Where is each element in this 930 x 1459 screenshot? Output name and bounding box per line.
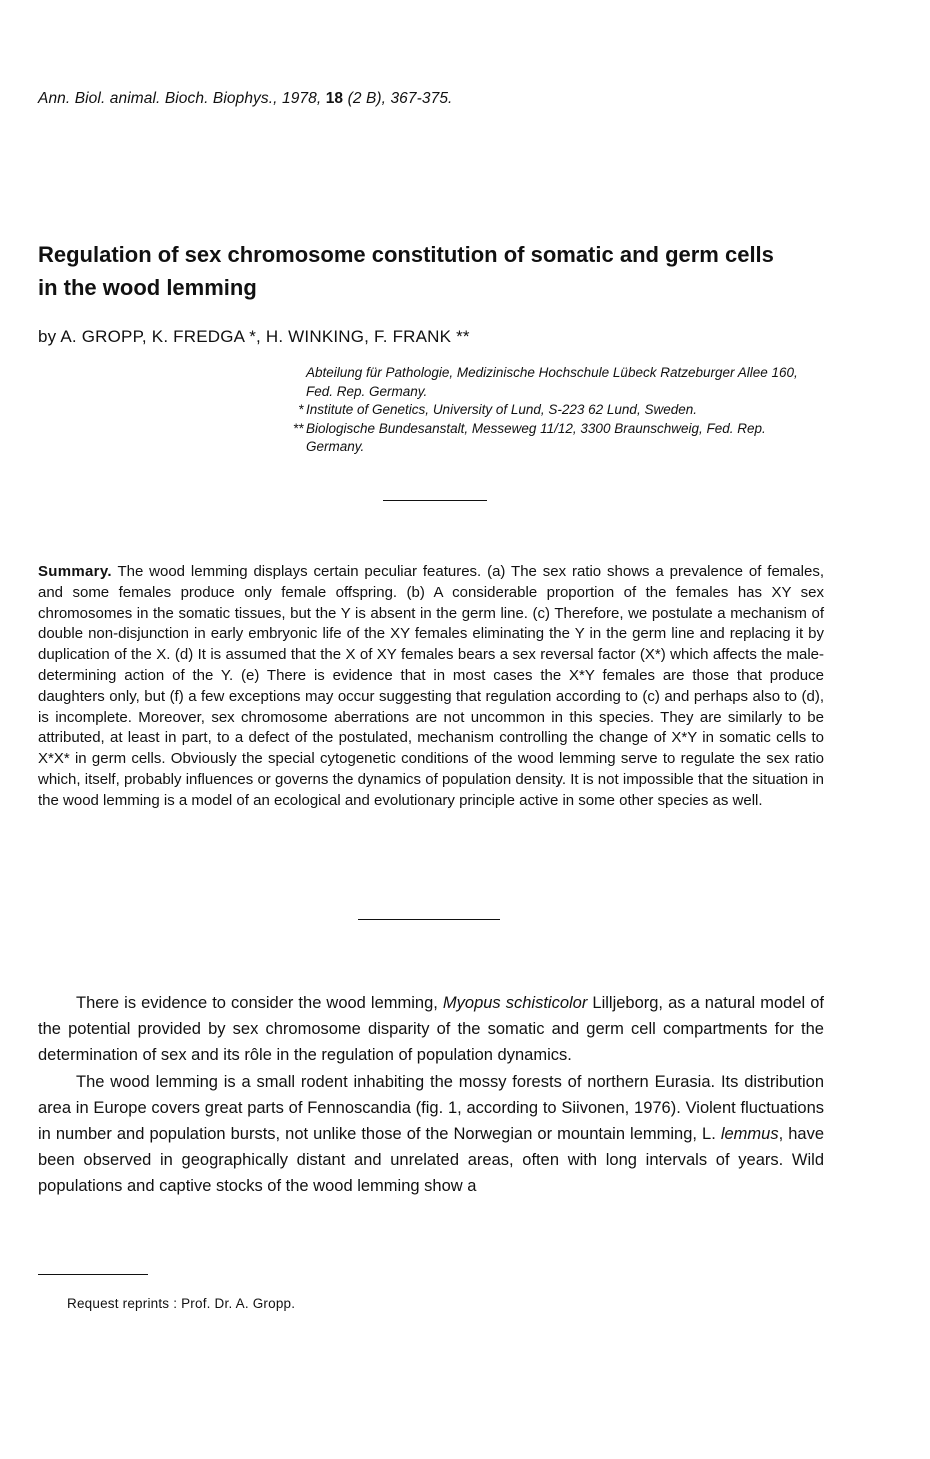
affiliation-mark xyxy=(266,364,306,401)
body-paragraph-1 xyxy=(38,990,824,1069)
divider-summary xyxy=(358,919,500,920)
species-name: Myopus schisticolor xyxy=(442,994,588,1012)
citation-journal: Ann. Biol. animal. Bioch. Biophys., 1978, xyxy=(38,90,322,107)
affiliation-1 xyxy=(266,364,826,401)
summary-label: Summary. xyxy=(38,563,112,580)
paper-title: Regulation of sex chromosome constitution of somatic and germ cells in the wood lemming xyxy=(38,242,774,300)
summary-text: The wood lemming displays certain peculiar features. (a) The sex ratio shows a prevalence of females, and some females produce only female offspring. (b) A considerable proportion of the females has XY sex chromosomes in the somatic tissues, but the Y is absent in the germ line. (c) Therefore, we postulate a mechanism of double non-disjunction in early embryonic life of the XY females eliminating the Y in the germ line and replacing it by duplication of the X. (d) It is assumed that the X of XY females bears a sex reversal factor (X*) which affects the male-determining action of the Y. (e) There is evidence that in most cases the X*Y females are those that produce daughters only, but (f) a few exceptions may occur suggesting that regulation according to (c) and perhaps also to (d), is incomplete. Moreover, sex chromosome aberrations are not uncommon in this species. They are similarly to be attributed, at least in part, to a defect of the postulated, mechanism controlling the change of X*Y in somatic cells to X*X* in germ cells. Obviously the special cytogenetic conditions of the wood lemming serve to regulate the sex ratio which, itself, probably influences or governs the dynamics of population density. It is not impossible that the situation in the wood lemming is a model of an ecological and evolutionary principle active in some other species as well. xyxy=(38,563,824,809)
affiliation-text: Biologische Bundesanstalt, Messeweg 11/12, 3300 Braunschweig, Fed. Rep. Germany. xyxy=(306,420,766,455)
author-list: by A. GROPP, K. FREDGA *, H. WINKING, F. FRANK ** xyxy=(38,327,470,346)
body-text xyxy=(38,990,824,1200)
species-name: lemmus xyxy=(720,1125,779,1144)
divider-header xyxy=(383,500,487,501)
footnote-rule xyxy=(38,1274,148,1275)
summary-abstract xyxy=(38,562,824,812)
affiliations xyxy=(266,364,826,457)
text-run: , have been observed in geographically distant and unrelated areas, often with long intervals of years. Wild populations and captive stocks of the wood lemming show a xyxy=(38,1125,824,1196)
text-run: The wood lemming is a small rodent inhabiting the mossy forests of northern Eurasia. Its distribution area in Europe covers great parts of Fennoscandia (fig. 1, according to Siivonen, 1976). Violent fluctuations in number and population bursts, not unlike those of the Norwegian or mountain lemming, L. xyxy=(38,1072,824,1144)
journal-citation xyxy=(38,90,452,108)
affiliation-mark: ** xyxy=(293,420,304,436)
affiliation-2 xyxy=(266,401,826,420)
text-run: Lilljeborg, as a natural model of the potential provided by sex chromosome disparity of the somatic and germ cell compartments for the determination of sex and its rôle in the regulation of population dynamics. xyxy=(38,994,825,1065)
citation-issue-pages: (2 B), 367-375. xyxy=(347,90,453,107)
footnote-reprints: Request reprints : Prof. Dr. A. Gropp. xyxy=(67,1296,296,1311)
affiliation-text: Institute of Genetics, University of Lund, S-223 62 Lund, Sweden. xyxy=(306,402,697,418)
citation-volume: 18 xyxy=(325,90,344,107)
body-paragraph-2 xyxy=(38,1069,824,1200)
text-run: There is evidence to consider the wood lemming, xyxy=(76,994,443,1012)
affiliation-mark: * xyxy=(298,402,304,418)
affiliation-3 xyxy=(266,420,826,457)
affiliation-text: Abteilung für Pathologie, Medizinische Hochschule Lübeck Ratzeburger Allee 160, Fed. Rep. Germany. xyxy=(306,365,798,399)
